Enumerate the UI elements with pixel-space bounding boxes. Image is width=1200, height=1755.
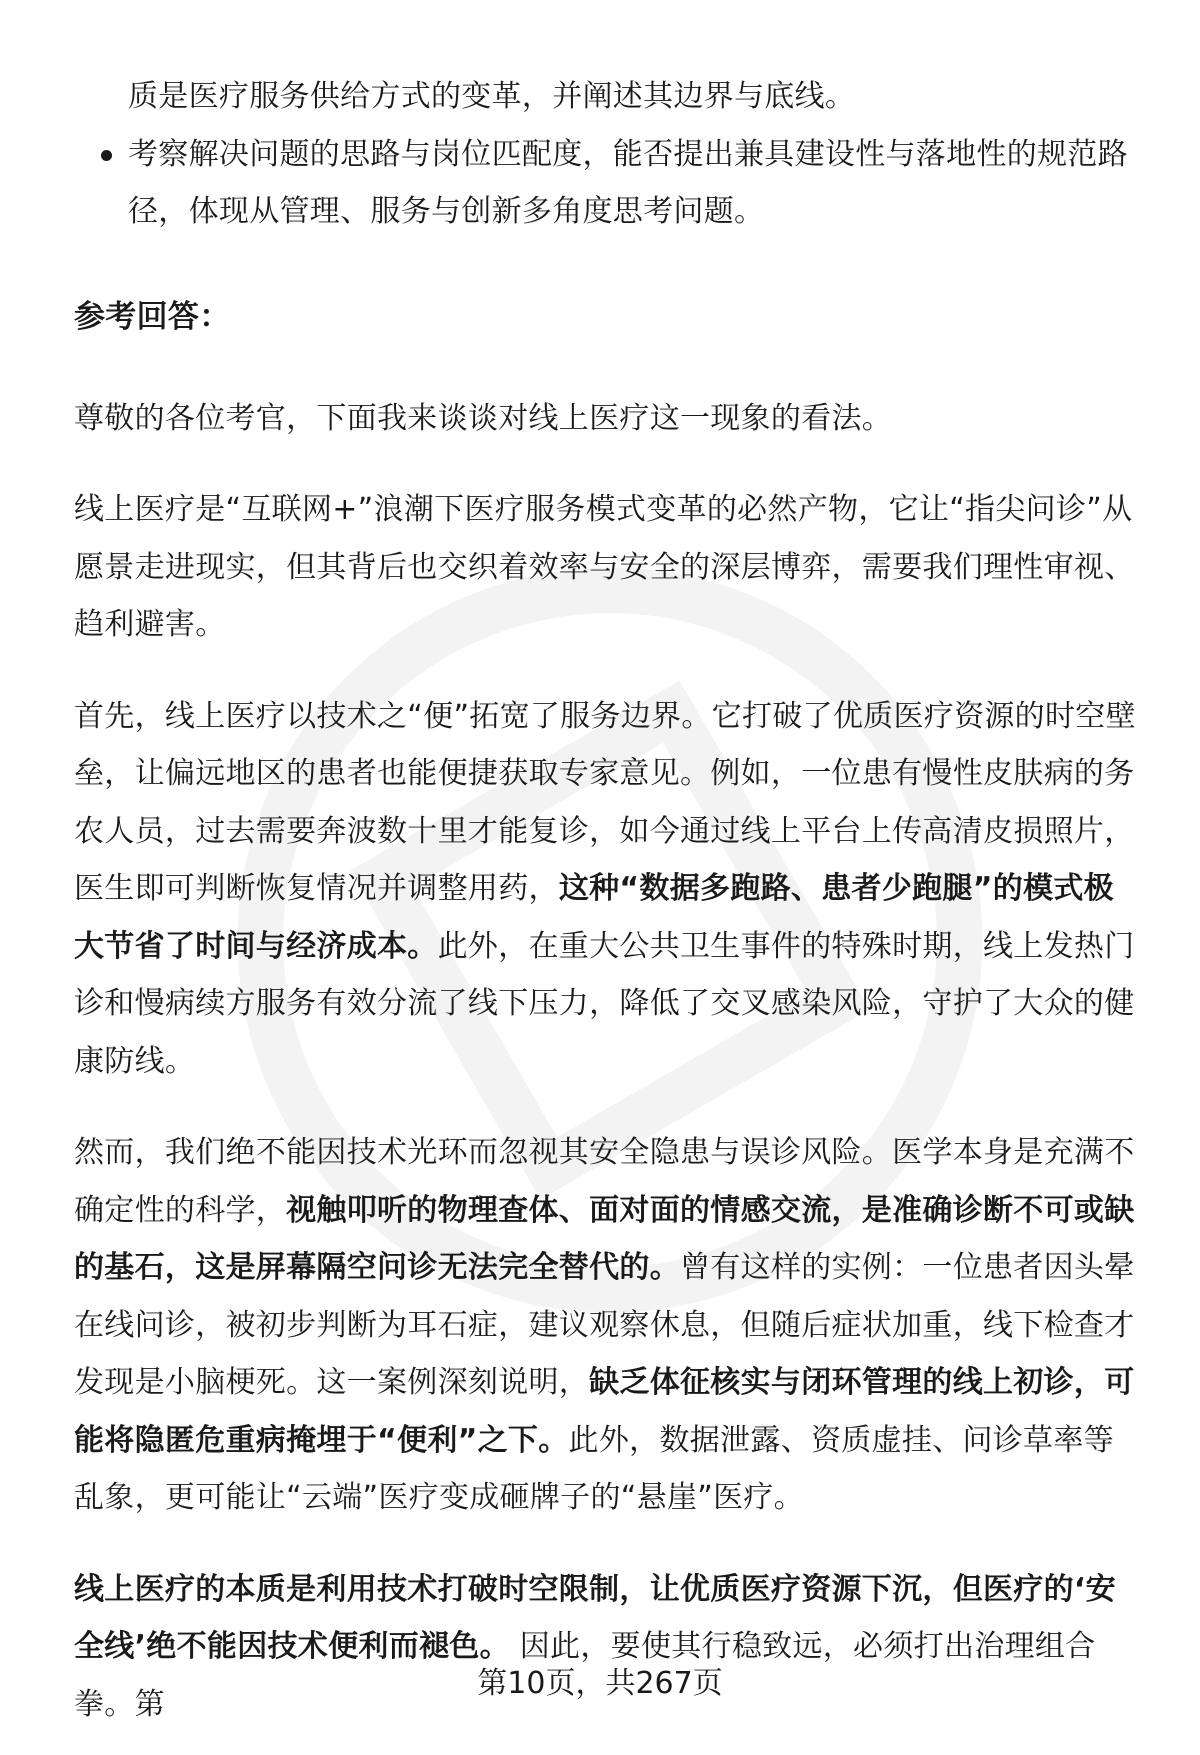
bullet-item [74, 126, 1144, 241]
benefits-text: 首先，线上医疗以技术之“便”拓宽了服务边界。它打破了优质医疗资源的时空壁垒，让偏远地区的患者也能便捷获取专家意见。例如，一位患有慢性皮肤病的务农人员，过去需要奔波数十里才能复诊，如今通过线上平台上传高清皮损照片，医生即可判断恢复情况并调整用药， [74, 698, 1136, 906]
benefits-text-tail: 此外，在重大公共卫生事件的特殊时期，线上发热门诊和慢病续方服务有效分流了线下压力，降低了交叉感染风险，守护了大众的健康防线。 [74, 928, 1135, 1079]
benefits-emphasis: 这种“数据多跑路、患者少跑腿”的模式极大节省了时间与经济成本。 [74, 871, 1114, 964]
paragraph-benefits [74, 688, 1144, 1091]
risks-text-mid: 曾有这样的实例：一位患者因头晕在线问诊，被初步判断为耳石症，建议观察休息，但随后症状加重，线下检查才发现是小脑梗死。这一案例深刻说明， [74, 1250, 1135, 1400]
paragraph-greeting: 尊敬的各位考官，下面我来谈谈对线上医疗这一现象的看法。 [74, 400, 893, 436]
bullet-continuation: 质是医疗服务供给方式的变革，并阐述其边界与底线。 [128, 79, 856, 114]
risks-emphasis: 视触叩听的物理查体、面对面的情感交流，是准确诊断不可或缺的基石，这是屏幕隔空问诊无法完全替代的。 [74, 1192, 1135, 1285]
risks-text: 然而，我们绝不能因技术光环而忽视其安全隐患与误诊风险。医学本身是充满不确定性的科学， [74, 1135, 1135, 1228]
page-number: 第10页，共267页 [477, 1666, 723, 1701]
risks-emphasis-2: 缺乏体征核实与闭环管理的线上初诊，可能将隐匿危重病掩埋于“便利”之下。 [74, 1365, 1135, 1458]
paragraph-intro: 线上医疗是“互联网+”浪潮下医疗服务模式变革的必然产物，它让“指尖问诊”从愿景走进现实，但其背后也交织着效率与安全的深层博弈，需要我们理性审视、趋利避害。 [74, 492, 1135, 642]
conclusion-text: 因此，要使其行稳致远，必须打出治理组合拳。第 [74, 1629, 1096, 1722]
risks-text-tail: 此外，数据泄露、资质虚挂、问诊草率等乱象，更可能让“云端”医疗变成砸牌子的“悬崖”医疗。 [74, 1422, 1114, 1515]
paragraph-risks [74, 1124, 1144, 1527]
paragraph-conclusion [74, 1561, 1144, 1734]
document-content [74, 68, 1144, 1733]
bullet-text: 考察解决问题的思路与岗位匹配度，能否提出兼具建设性与落地性的规范路径，体现从管理、服务与创新多角度思考问题。 [128, 136, 1128, 229]
section-heading: 参考回答： [74, 298, 231, 335]
conclusion-emphasis: 线上医疗的本质是利用技术打破时空限制，让优质医疗资源下沉，但医疗的‘安全线’绝不能因技术便利而褪色。 [74, 1571, 1116, 1664]
bullet-dot-icon [101, 150, 112, 161]
